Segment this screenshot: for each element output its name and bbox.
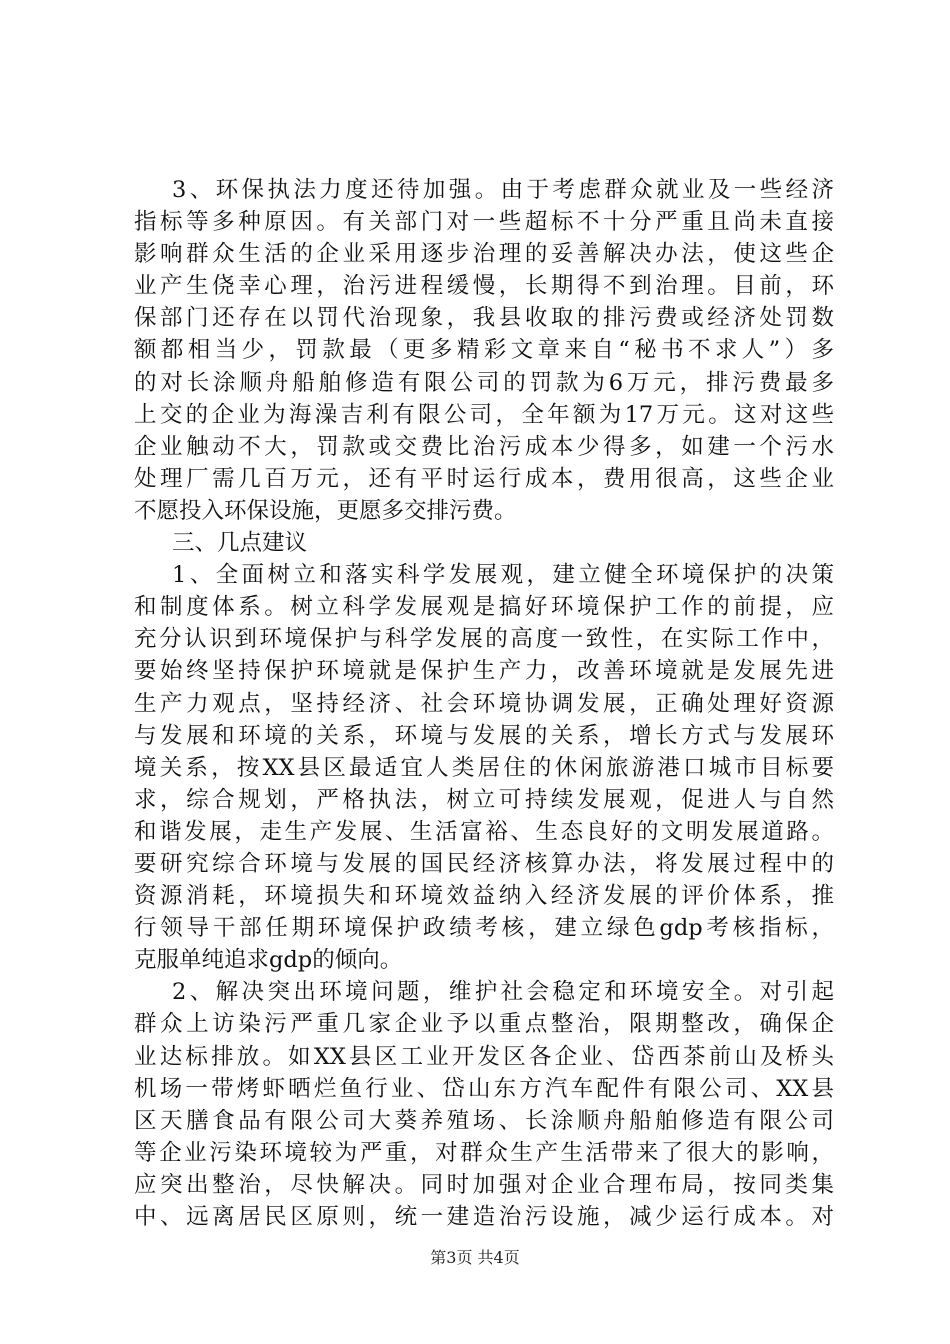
text-line: 和制度体系。树立科学发展观是搞好环境保护工作的前提，应 — [134, 594, 834, 621]
text-line: 影响群众生活的企业采用逐步治理的妥善解决办法，使这些企 — [134, 241, 834, 268]
document-body — [134, 174, 834, 1233]
text-line: 等企业污染环境较为严重，对群众生产生活带来了很大的影响， — [134, 1139, 834, 1166]
text-line: 业产生侥幸心理，治污进程缓慢，长期得不到治理。目前，环 — [134, 273, 834, 300]
text-line: 中、远离居民区原则，统一建造治污设施，减少运行成本。对 — [134, 1204, 834, 1230]
text-line: 资源消耗，环境损失和环境效益纳入经济发展的评价体系，推 — [134, 883, 834, 910]
text-line: 应突出整治，尽快解决。同时加强对企业合理布局，按同类集 — [134, 1171, 834, 1198]
text-line: 不愿投入环保设施，更愿多交排污费。 — [134, 497, 517, 524]
text-line: 业达标排放。如XX县区工业开发区各企业、岱西茶前山及桥头 — [134, 1043, 834, 1070]
text-line: 保部门还存在以罚代治现象，我县收取的排污费或经济处罚数 — [134, 305, 834, 332]
text-line: 克服单纯追求gdp的倾向。 — [134, 947, 403, 974]
text-line: 额都相当少，罚款最（更多精彩文章来自“秘书不求人”）多 — [134, 337, 834, 364]
section-heading: 三、几点建议 — [172, 530, 308, 557]
text-line: 的对长涂顺舟船舶修造有限公司的罚款为6万元，排污费最多 — [134, 369, 834, 396]
text-line: 区天膳食品有限公司大葵养殖场、长涂顺舟船舶修造有限公司 — [134, 1107, 834, 1134]
text-line: 境关系，按XX县区最适宜人类居住的休闲旅游港口城市目标要 — [134, 754, 834, 781]
text-line: 行领导干部任期环境保护政绩考核，建立绿色gdp考核指标， — [134, 915, 834, 942]
text-line: 处理厂需几百万元，还有平时运行成本，费用很高，这些企业 — [134, 465, 834, 492]
text-line: 求，综合规划，严格执法，树立可持续发展观，促进人与自然 — [134, 786, 834, 813]
text-line: 1、全面树立和落实科学发展观，建立健全环境保护的决策 — [172, 562, 834, 589]
text-line: 3、环保执法力度还待加强。由于考虑群众就业及一些经济 — [172, 177, 834, 203]
text-line: 和谐发展，走生产发展、生活富裕、生态良好的文明发展道路。 — [134, 818, 834, 845]
page-footer: 第3页 共4页 — [430, 1248, 520, 1267]
text-line: 机场一带烤虾晒烂鱼行业、岱山东方汽车配件有限公司、XX县 — [134, 1075, 834, 1102]
text-line: 上交的企业为海澡吉利有限公司，全年额为17万元。这对这些 — [134, 401, 834, 428]
text-line: 群众上访染污严重几家企业予以重点整治，限期整改，确保企 — [134, 1011, 834, 1038]
text-line: 2、解决突出环境问题，维护社会稳定和环境安全。对引起 — [172, 979, 834, 1006]
text-line: 要始终坚持保护环境就是保护生产力，改善环境就是发展先进 — [134, 658, 834, 685]
text-line: 与发展和环境的关系，环境与发展的关系，增长方式与发展环 — [134, 722, 834, 749]
text-line: 充分认识到环境保护与科学发展的高度一致性，在实际工作中， — [134, 626, 834, 653]
text-line: 生产力观点，坚持经济、社会环境协调发展，正确处理好资源 — [134, 690, 834, 717]
text-line: 要研究综合环境与发展的国民经济核算办法，将发展过程中的 — [134, 850, 834, 877]
text-line: 指标等多种原因。有关部门对一些超标不十分严重且尚未直接 — [134, 209, 834, 236]
text-line: 企业触动不大，罚款或交费比治污成本少得多，如建一个污水 — [134, 433, 834, 460]
